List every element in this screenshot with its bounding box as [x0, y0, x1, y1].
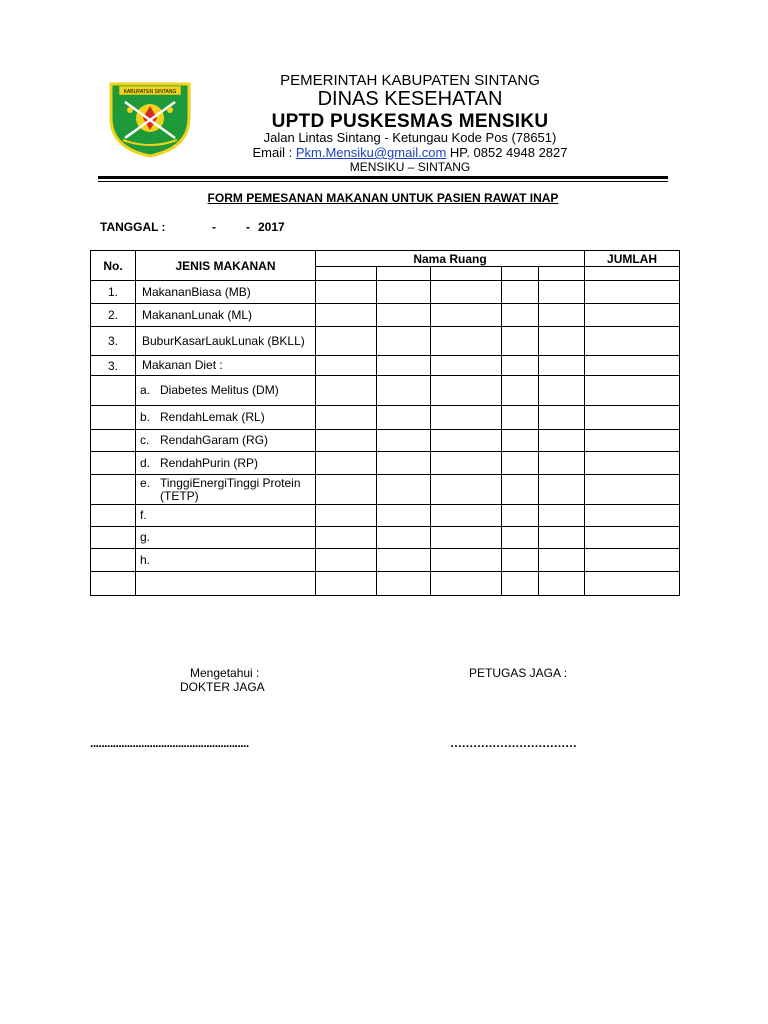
ruang-input-cell[interactable] [316, 549, 377, 572]
ruang-input-cell[interactable] [502, 572, 539, 596]
contact-line [200, 145, 620, 160]
ruang-input-cell[interactable] [502, 505, 539, 527]
date-dash-2: - [246, 220, 250, 234]
table-row [91, 376, 680, 406]
ruang-input-cell[interactable] [377, 430, 431, 452]
ruang-input-cell[interactable] [502, 549, 539, 572]
ruang-input-cell[interactable] [539, 304, 585, 327]
table-row [91, 304, 680, 327]
ruang-input-cell[interactable] [377, 572, 431, 596]
city: MENSIKU – SINTANG [349, 160, 471, 174]
row-food-label: RendahLemak (RL) [160, 410, 265, 424]
ruang-input-cell[interactable] [377, 356, 431, 376]
row-number [91, 376, 136, 406]
row-number [91, 430, 136, 452]
government-name: PEMERINTAH KABUPATEN SINTANG [280, 72, 540, 89]
ruang-input-cell[interactable] [377, 452, 431, 475]
jumlah-input-cell[interactable] [585, 281, 680, 304]
ruang-input-cell[interactable] [316, 572, 377, 596]
jumlah-input-cell[interactable] [585, 356, 680, 376]
ruang-input-cell[interactable] [539, 475, 585, 505]
table-row [91, 505, 680, 527]
ruang-input-cell[interactable] [431, 475, 502, 505]
ruang-input-cell[interactable] [539, 549, 585, 572]
ruang-input-cell[interactable] [377, 376, 431, 406]
row-number: 2. [91, 304, 136, 327]
address: Jalan Lintas Sintang - Ketungau Kode Pos (78651) [263, 130, 557, 145]
jumlah-input-cell[interactable] [585, 527, 680, 549]
phone: HP. 0852 4948 2827 [446, 145, 568, 160]
ruang-column-1 [316, 267, 377, 281]
row-food-type [136, 527, 316, 549]
ruang-input-cell[interactable] [502, 281, 539, 304]
row-number [91, 475, 136, 505]
ruang-input-cell[interactable] [431, 356, 502, 376]
ruang-input-cell[interactable] [316, 505, 377, 527]
ruang-input-cell[interactable] [431, 452, 502, 475]
jumlah-input-cell[interactable] [585, 452, 680, 475]
table-row [91, 281, 680, 304]
ruang-input-cell[interactable] [539, 327, 585, 356]
jumlah-subcell [585, 267, 680, 281]
row-food-type: MakananLunak (ML) [136, 304, 316, 327]
ruang-input-cell[interactable] [377, 304, 431, 327]
ruang-input-cell[interactable] [539, 430, 585, 452]
ruang-input-cell[interactable] [539, 281, 585, 304]
table-row [91, 430, 680, 452]
food-order-table [90, 250, 680, 596]
row-food-label: TinggiEnergiTinggi Protein (TETP) [160, 475, 301, 503]
ruang-input-cell[interactable] [377, 527, 431, 549]
ruang-input-cell[interactable] [316, 376, 377, 406]
table-row [91, 572, 680, 596]
row-food-type [136, 406, 316, 430]
ruang-input-cell[interactable] [316, 475, 377, 505]
ruang-input-cell[interactable] [502, 475, 539, 505]
row-letter: h. [140, 552, 151, 567]
row-food-label: RendahPurin (RP) [160, 455, 259, 470]
row-food-type [136, 475, 316, 505]
ruang-input-cell[interactable] [502, 376, 539, 406]
table-row [91, 452, 680, 475]
ruang-input-cell[interactable] [377, 406, 431, 430]
ruang-input-cell[interactable] [502, 356, 539, 376]
ruang-input-cell[interactable] [377, 505, 431, 527]
ruang-column-3 [431, 267, 502, 281]
ruang-input-cell[interactable] [431, 527, 502, 549]
row-number: 1. [91, 281, 136, 304]
row-number [91, 527, 136, 549]
ruang-input-cell[interactable] [377, 475, 431, 505]
department-name: DINAS KESEHATAN [317, 88, 503, 110]
row-food-type [136, 549, 316, 572]
row-food-type [136, 572, 316, 596]
date-year: 2017 [258, 220, 285, 234]
ruang-input-cell[interactable] [316, 406, 377, 430]
table-row [91, 356, 680, 376]
institution-name: UPTD PUSKESMAS MENSIKU [271, 111, 549, 132]
table-row [91, 527, 680, 549]
row-number [91, 406, 136, 430]
row-letter: d. [140, 455, 151, 470]
row-food-type: BuburKasarLaukLunak (BKLL) [136, 327, 316, 356]
ruang-input-cell[interactable] [377, 327, 431, 356]
ruang-input-cell[interactable] [431, 376, 502, 406]
ruang-input-cell[interactable] [502, 527, 539, 549]
header-no: No. [91, 251, 136, 281]
header-jumlah: JUMLAH [585, 251, 680, 267]
jumlah-input-cell[interactable] [585, 505, 680, 527]
row-food-type [136, 505, 316, 527]
kabupaten-sintang-logo [105, 78, 195, 158]
ruang-input-cell[interactable] [539, 356, 585, 376]
ruang-input-cell[interactable] [431, 549, 502, 572]
row-letter: g. [140, 530, 151, 544]
letterhead-rule-thin [98, 181, 668, 182]
ruang-input-cell[interactable] [431, 572, 502, 596]
date-dash-1: - [212, 220, 216, 234]
table-row [91, 549, 680, 572]
ruang-input-cell[interactable] [539, 572, 585, 596]
email-link[interactable]: Pkm.Mensiku@gmail.com [295, 145, 447, 160]
svg-text:KABUPATEN SINTANG: KABUPATEN SINTANG [123, 89, 177, 95]
row-letter: e. [140, 475, 151, 490]
ruang-input-cell[interactable] [431, 281, 502, 304]
row-food-type [136, 376, 316, 406]
jumlah-input-cell[interactable] [585, 549, 680, 572]
ruang-input-cell[interactable] [316, 356, 377, 376]
ruang-input-cell[interactable] [316, 304, 377, 327]
ruang-input-cell[interactable] [502, 430, 539, 452]
ruang-input-cell[interactable] [316, 430, 377, 452]
ruang-input-cell[interactable] [431, 505, 502, 527]
ruang-column-5 [539, 267, 585, 281]
row-number: 3. [91, 356, 136, 376]
ruang-input-cell[interactable] [539, 452, 585, 475]
tanggal-label: TANGGAL : [100, 220, 166, 234]
ruang-input-cell[interactable] [539, 376, 585, 406]
sign-right-label: PETUGAS JAGA : [469, 666, 568, 680]
jumlah-input-cell[interactable] [585, 475, 680, 505]
row-number [91, 452, 136, 475]
letterhead-rule-thick [98, 176, 668, 179]
ruang-input-cell[interactable] [539, 406, 585, 430]
header-nama-ruang: Nama Ruang [316, 251, 585, 267]
sign-left-line: ........................................................ [90, 736, 249, 750]
sign-right-line: …………………………… [450, 736, 577, 750]
ruang-input-cell[interactable] [377, 549, 431, 572]
row-food-type [136, 452, 316, 475]
ruang-input-cell[interactable] [502, 327, 539, 356]
ruang-input-cell[interactable] [316, 452, 377, 475]
row-food-type: Makanan Diet : [136, 356, 316, 376]
ruang-input-cell[interactable] [431, 327, 502, 356]
ruang-input-cell[interactable] [502, 406, 539, 430]
sign-left-label: Mengetahui : [190, 666, 260, 680]
header-row [91, 251, 680, 267]
ruang-column-2 [377, 267, 431, 281]
jumlah-input-cell[interactable] [585, 430, 680, 452]
row-food-label: Diabetes Melitus (DM) [160, 383, 279, 397]
ruang-input-cell[interactable] [502, 452, 539, 475]
row-food-label: RendahGaram (RG) [160, 433, 269, 447]
header-jenis-makanan: JENIS MAKANAN [136, 251, 316, 281]
ruang-input-cell[interactable] [431, 406, 502, 430]
row-food-type [136, 430, 316, 452]
ruang-input-cell[interactable] [316, 281, 377, 304]
row-letter: a. [140, 383, 151, 397]
table-row [91, 406, 680, 430]
row-number [91, 572, 136, 596]
ruang-input-cell[interactable] [539, 527, 585, 549]
ruang-input-cell[interactable] [377, 281, 431, 304]
row-letter: c. [140, 433, 150, 447]
ruang-input-cell[interactable] [316, 327, 377, 356]
table-row [91, 475, 680, 505]
table-row [91, 327, 680, 356]
sign-left-role: DOKTER JAGA [180, 680, 265, 694]
row-food-type: MakananBiasa (MB) [136, 281, 316, 304]
row-letter: f. [140, 508, 147, 522]
row-number: 3. [91, 327, 136, 356]
ruang-input-cell[interactable] [316, 527, 377, 549]
jumlah-input-cell[interactable] [585, 406, 680, 430]
jumlah-input-cell[interactable] [585, 304, 680, 327]
ruang-input-cell[interactable] [431, 430, 502, 452]
ruang-input-cell[interactable] [539, 505, 585, 527]
ruang-input-cell[interactable] [431, 304, 502, 327]
row-number [91, 505, 136, 527]
jumlah-input-cell[interactable] [585, 376, 680, 406]
row-number [91, 549, 136, 572]
ruang-column-4 [502, 267, 539, 281]
jumlah-input-cell[interactable] [585, 327, 680, 356]
jumlah-input-cell[interactable] [585, 572, 680, 596]
form-title: FORM PEMESANAN MAKANAN UNTUK PASIEN RAWAT INAP [207, 191, 559, 205]
email-label: Email : [252, 145, 296, 160]
row-letter: b. [140, 410, 151, 424]
ruang-input-cell[interactable] [502, 304, 539, 327]
